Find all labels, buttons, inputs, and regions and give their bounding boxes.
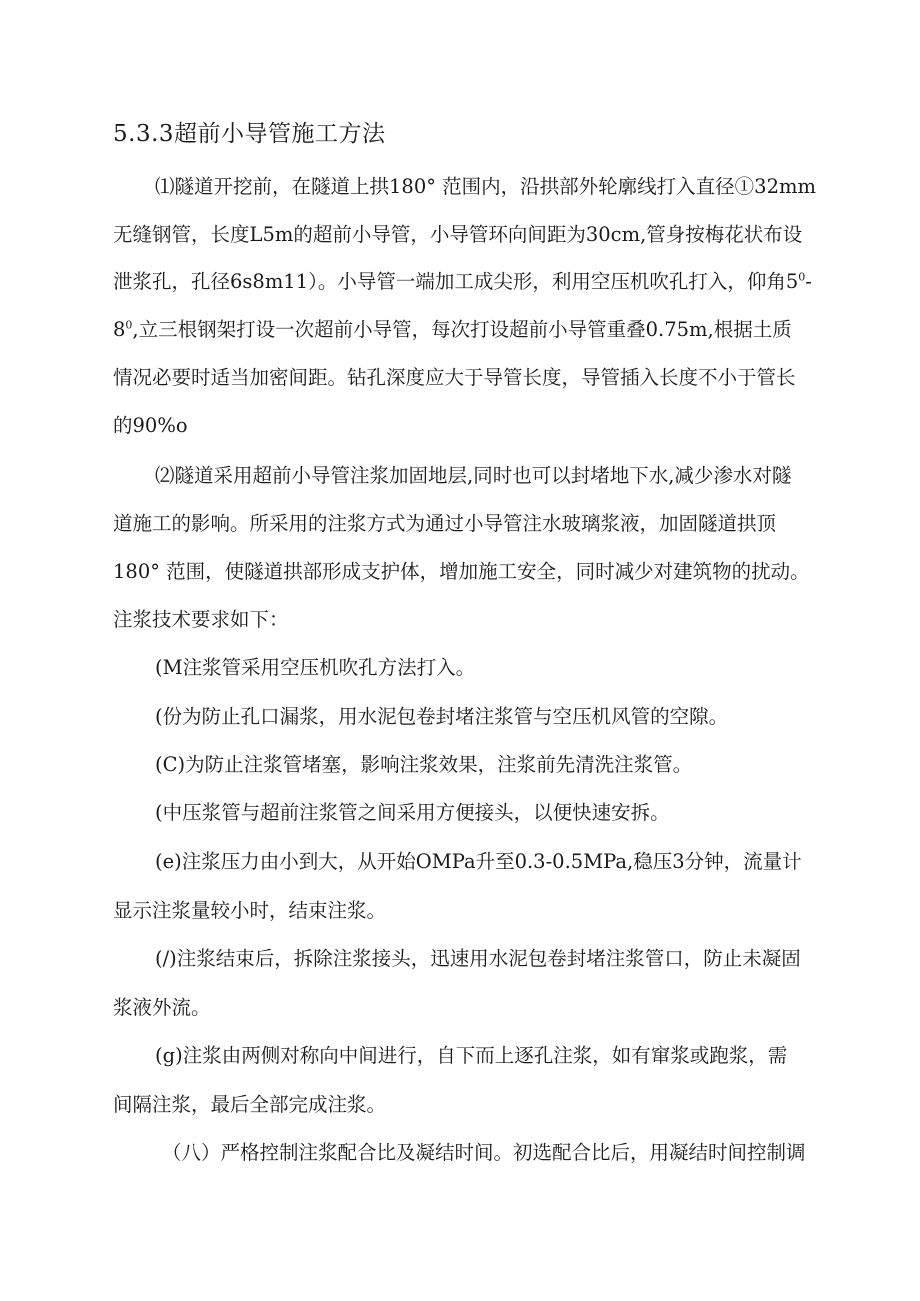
item-f-line-2: 浆液外流。: [113, 996, 211, 1019]
paragraph-1-line-5: 情况必要时适当加密间距。钻孔深度应大于导管长度，导管插入长度不小于管长: [113, 366, 796, 389]
item-e-line-1: (e)注浆压力由小到大，从开始OMPa升至0.3-0.5MPa,稳压3分钟，流量计: [155, 850, 802, 873]
paragraph-2-line-4: 注浆技术要求如下：: [113, 608, 289, 631]
item-g-line-1: (g)注浆由两侧对称向中间进行，自下而上逐孔注浆，如有窜浆或跑浆，需: [155, 1044, 788, 1067]
item-b: (份为防止孔口漏浆，用水泥包卷封堵注浆管与空压机风管的空隙。: [155, 705, 729, 728]
item-c: (C)为防止注浆管堵塞，影响注浆效果，注浆前先清洗注浆管。: [155, 753, 693, 776]
paragraph-1-line-6: 的90%o: [113, 414, 188, 437]
section-title: 5.3.3超前小导管施工方法: [113, 121, 386, 147]
item-d: (中压浆管与超前注浆管之间采用方便接头，以便快速安拆。: [155, 801, 670, 824]
item-e-line-2: 显示注浆量较小时，结束注浆。: [113, 899, 387, 922]
paragraph-1-line-3: 泄浆孔，孔径6s8m11）。小导管一端加工成尖形，利用空压机吹孔打入，仰角$5^0-$: [113, 270, 812, 293]
item-g-line-2: 间隔注浆，最后全部完成注浆。: [113, 1093, 387, 1116]
paragraph-2-line-1: ⑵隧道采用超前小导管注浆加固地层,同时也可以封堵地下水,减少渗水对隧: [155, 464, 792, 487]
item-a: (M注浆管采用空压机吹孔方法打入。: [155, 656, 476, 679]
item-f-line-1: (/)注浆结束后，拆除注浆接头，迅速用水泥包卷封堵注浆管口，防止未凝固: [155, 947, 801, 970]
paragraph-1-line-4: $8^0$,立三根钢架打设一次超前小导管，每次打设超前小导管重叠0.75m,根据土质: [113, 318, 792, 341]
paragraph-1-line-2: 无缝钢管，长度L5m的超前小导管，小导管环向间距为30cm,管身按梅花状布设: [113, 223, 803, 246]
paragraph-1-line-1: ⑴隧道开挖前，在隧道上拱180° 范围内，沿拱部外轮廓线打入直径①32mm: [155, 175, 816, 198]
paragraph-2-line-2: 道施工的影响。所采用的注浆方式为通过小导管注水玻璃浆液，加固隧道拱顶: [113, 512, 777, 535]
paragraph-2-line-3: 180° 范围，使隧道拱部形成支护体，增加施工安全，同时减少对建筑物的扰动。: [113, 560, 810, 583]
item-h-line-1: （八）严格控制注浆配合比及凝结时间。初选配合比后，用凝结时间控制调: [162, 1141, 806, 1164]
